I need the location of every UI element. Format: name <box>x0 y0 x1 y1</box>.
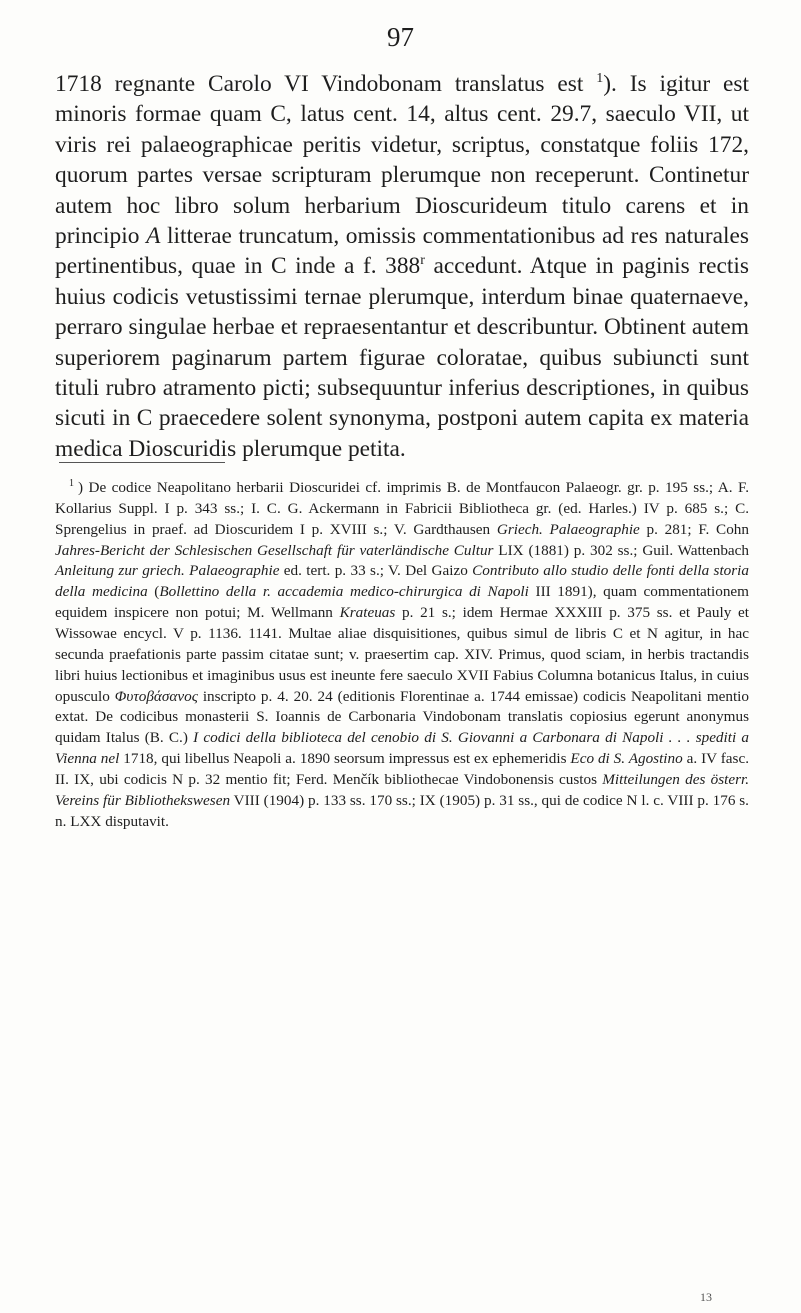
codex-siglum: A <box>146 223 161 250</box>
folio-recto-mark: r <box>420 252 425 269</box>
footnote-mark: 1 <box>69 478 74 489</box>
footnote: $^1$ ) De codice Neapolitano herbarii Dioscuridei cf. imprimis B. de Montfaucon Palaeogr. gr. p. 195 ss.; A. F. Kollarius Suppl. I p. 343 ss.; I. C. G. Ackermann in Fabricii Bibliotheca gr. (ed. Harles.) IV p. 685 s.; C. Sprengelius in praef. ad Dioscuridem I p. XVIII s.; V. Gardthausen Griech. Palaeographie p. 281; F. Cohn Jahres-Bericht der Schlesischen Gesellschaft für vaterländische Cultur LIX (1881) p. 302 ss.; Guil. Wattenbach Anleitung zur griech. Palaeographie ed. tert. p. 33 s.; V. Del Gaizo Contributo allo studio delle fonti della storia della medicina (Bollettino della r. accademia medico-chirurgica di Napoli III 1891), quam commentationem equidem inspicere non potui; M. Wellmann Krateuas p. 21 s.; idem Hermae XXXIII p. 375 ss. et Pauly et Wissowae encycl. V p. 1136. 1141. Multae aliae disquisitiones, quibus simul de libris C et N agitur, in hac secunda praefationis parte passim citatae sunt; v. praesertim cap. XIV. Primus, quod sciam, in herbis tractandis libri huius lectionibus et imaginibus usus est ineunte fere saeculo XVII Fabius Columna botanicus Italus, in cuius opusculo Φυτοβάσανος inscripto p. 4. 20. 24 (editionis Florentinae a. 1744 emissae) codicis Neapolitani mentio extat. De codicibus monasterii S. Ioannis de Carbonaria Vindobonam translatis copiosius egerunt anonymus quidam Italus (B. C.) I codici della biblioteca del cenobio di S. Giovanni a Carbonara di Napoli . . . spediti a Vienna nel 1718, qui libellus Neapoli a. 1890 seorsum impressus est ex ephemeridis Eco di S. Agostino a. IV fasc. II. IX, ubi codicis N p. 32 mentio fit; Ferd. Menčík bibliothecae Vindobonensis custos Mitteilungen des österr. Vereins für Bibliothekswesen VIII (1904) p. 133 ss. 170 ss.; IX (1905) p. 31 ss., qui de codice N l. c. VIII p. 176 s. n. LXX disputavit. <box>55 478 749 830</box>
footnote-reference[interactable]: 1 <box>596 70 604 87</box>
main-paragraph: 1718 regnante Carolo VI Vindobonam translatus est $^1$). Is igitur est minoris formae quam C, latus cent. 14, altus cent. 29.7, saeculo VII, ut viris rei palaeographicae peritis videtur, scriptus, constatque foliis 172, quorum partes versae scripturam plerumque non receperunt. Continetur autem hoc libro solum herbarium Dioscurideum titulo carens et in principio A litterae truncatum, omissis commentationibus ad res naturales pertinentibus, quae in C inde a f. 388$^r$ accedunt. Atque in paginis rectis huius codicis vetustissimi ternae plerumque, interdum binae quaternaeve, perraro singulae herbae et repraesentantur et describuntur. Obtinent autem superiorem paginarum partem figurae coloratae, quibus subiuncti sunt tituli rubro atramento picti; subsequuntur inferius descriptiones, in quibus sicuti in C praecedere solent synonyma, postponi autem capita ex materia medica Dioscuridis plerumque petita. <box>55 70 749 462</box>
page-number: 97 <box>387 22 414 52</box>
printer-signature: 13 <box>700 1290 712 1304</box>
footnote-separator <box>59 462 225 463</box>
